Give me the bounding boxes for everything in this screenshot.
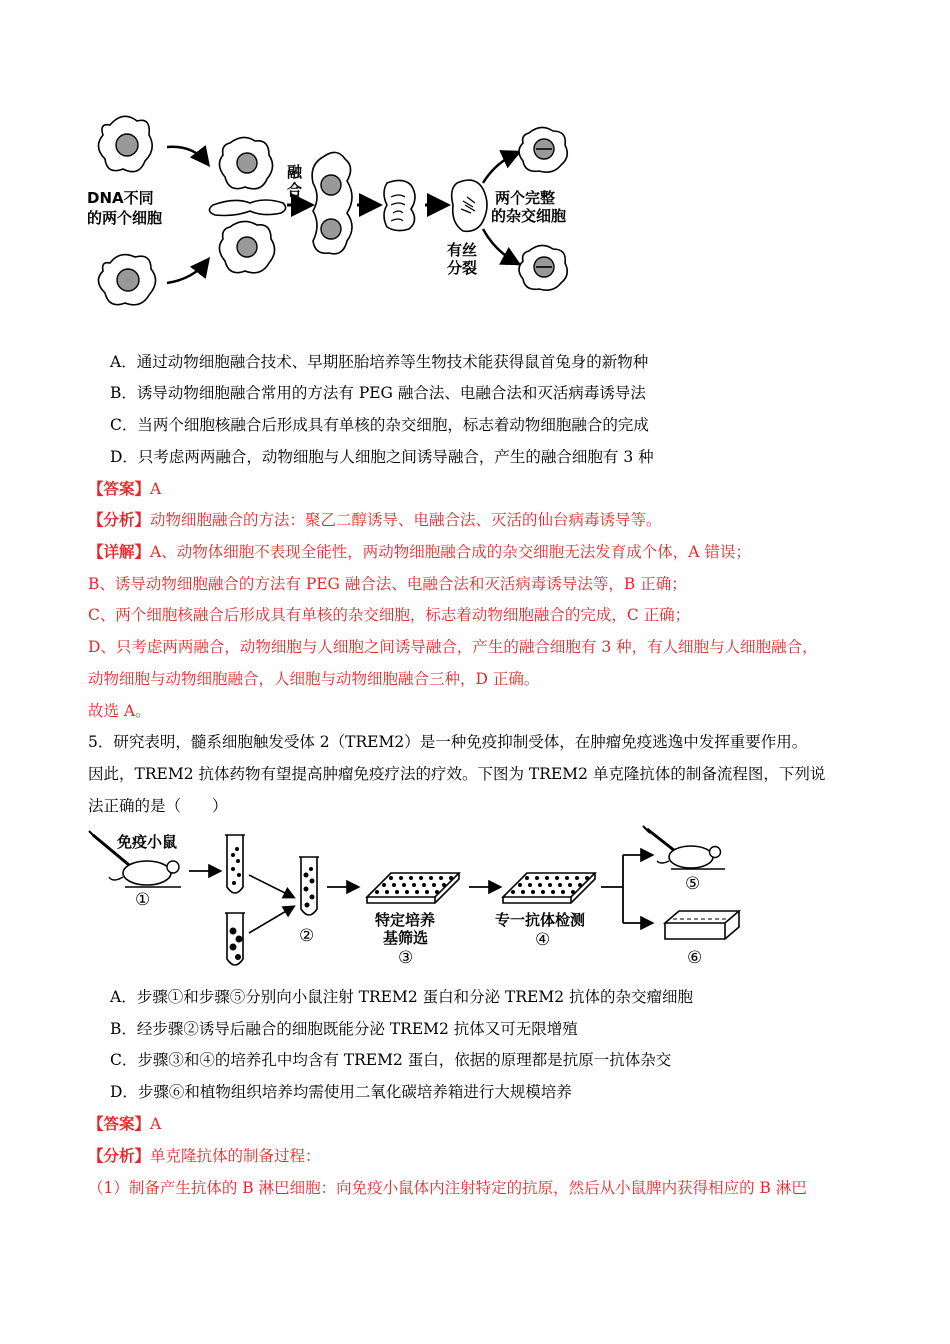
q4-detail-line-3: C、两个细胞核融合后形成具有单核的杂交细胞，标志着动物细胞融合的完成，C 正确； bbox=[88, 606, 691, 624]
q4-analysis bbox=[88, 509, 662, 531]
step-5-marker: ⑤ bbox=[685, 874, 701, 894]
cell-top-left bbox=[98, 116, 152, 171]
cells-fusing bbox=[209, 137, 285, 272]
cell-fusion-diagram bbox=[85, 105, 585, 310]
step-3-label-line1: 特定培养 bbox=[375, 911, 436, 929]
q5-answer bbox=[88, 1113, 161, 1135]
cell-bottom-left bbox=[98, 255, 155, 305]
q5-option-b: B．经步骤②诱导后融合的细胞既能分泌 TREM2 抗体又可无限增殖 bbox=[110, 1020, 578, 1038]
mitotic-cell bbox=[452, 180, 487, 231]
q5-option-a: A．步骤①和步骤⑤分别向小鼠注射 TREM2 蛋白和分泌 TREM2 抗体的杂交瘤细胞 bbox=[110, 988, 694, 1006]
q4-analysis-text: 动物细胞融合的方法：聚乙二醇诱导、电融合法、灭活的仙台病毒诱导等。 bbox=[150, 511, 662, 529]
q5-stem-line-3: 法正确的是（ ） bbox=[88, 797, 228, 815]
mouse-label: 免疫小鼠 bbox=[117, 833, 178, 851]
test-tube-fusion bbox=[299, 857, 319, 915]
q4-detail-line-4: D、只考虑两两融合，动物细胞与人细胞之间诱导融合，产生的融合细胞有 3 种，有人细胞与人细胞融合， bbox=[88, 638, 818, 656]
q4-detail-tag: 【详解】 bbox=[88, 542, 151, 561]
step-3-marker: ③ bbox=[398, 948, 414, 968]
q5-analysis-tag: 【分析】 bbox=[88, 1146, 151, 1165]
q5-stem-line-1: 5．研究表明，髓系细胞触发受体 2（TREM2）是一种免疫抑制受体，在肿瘤免疫逃逸中发挥重要作用。 bbox=[88, 733, 808, 751]
q5-detail-line-1: （1）制备产生抗体的 B 淋巴细胞：向免疫小鼠体内注射特定的抗原，然后从小鼠脾内获得相应的 B 淋巴 bbox=[88, 1179, 807, 1197]
q4-analysis-tag: 【分析】 bbox=[88, 510, 151, 529]
test-tube-myeloma-cells bbox=[225, 913, 245, 965]
hybrid-cell-bottom bbox=[519, 245, 567, 290]
mouse-icon bbox=[109, 861, 181, 887]
result-label-line2: 的杂交细胞 bbox=[491, 207, 567, 225]
arrow-to-daughter-top bbox=[483, 153, 517, 183]
left-label-line2: 的两个细胞 bbox=[87, 209, 163, 227]
q4-option-b: B．诱导动物细胞融合常用的方法有 PEG 融合法、电融合法和灭活病毒诱导法 bbox=[110, 384, 646, 402]
q4-option-a: A．通过动物细胞融合技术、早期胚胎培养等生物技术能获得鼠首兔身的新物种 bbox=[110, 353, 649, 371]
syringe-icon-2 bbox=[643, 826, 675, 851]
q4-detail-line-5: 动物细胞与动物细胞融合，人细胞与动物细胞融合三种，D 正确。 bbox=[88, 670, 540, 688]
q5-answer-tag: 【答案】 bbox=[88, 1114, 151, 1133]
q4-detail-line-2: B、诱导动物细胞融合的方法有 PEG 融合法、电融合法和灭活病毒诱导法等，B 正确； bbox=[88, 575, 687, 593]
left-label-line1: DNA不同 bbox=[87, 189, 154, 207]
culture-plate-selection bbox=[367, 873, 459, 903]
prophase-cell bbox=[384, 180, 415, 230]
q4-answer-tag: 【答案】 bbox=[88, 479, 151, 498]
step-1-marker: ① bbox=[135, 890, 151, 910]
q4-answer bbox=[88, 478, 161, 500]
q5-analysis-text: 单克隆抗体的制备过程： bbox=[150, 1147, 321, 1165]
q5-answer-text: A bbox=[150, 1115, 162, 1133]
fuse-label-line1: 融 bbox=[287, 163, 303, 181]
step-4-label: 专一抗体检测 bbox=[495, 911, 586, 929]
q4-option-d: D．只考虑两两融合，动物细胞与人细胞之间诱导融合，产生的融合细胞有 3 种 bbox=[110, 448, 654, 466]
step-6-marker: ⑥ bbox=[687, 948, 703, 968]
monoclonal-antibody-flowchart bbox=[85, 825, 755, 973]
culture-plate-detection bbox=[503, 873, 595, 903]
test-tube-spleen-cells bbox=[225, 835, 245, 893]
arrow-to-daughter-bottom bbox=[483, 229, 517, 263]
step-2-marker: ② bbox=[299, 926, 315, 946]
fuse-label-line2: 合 bbox=[287, 181, 303, 199]
arrow-curve-bottom bbox=[167, 261, 207, 283]
q5-option-c: C．步骤③和④的培养孔中均含有 TREM2 蛋白，依据的原理都是抗原一抗体杂交 bbox=[110, 1051, 672, 1069]
arrow-2a bbox=[249, 875, 293, 897]
result-label-line1: 两个完整 bbox=[495, 189, 556, 207]
step-3-label-line2: 基筛选 bbox=[383, 929, 429, 947]
q5-analysis bbox=[88, 1145, 321, 1167]
q5-stem-line-2: 因此，TREM2 抗体药物有望提高肿瘤免疫疗法的疗效。下图为 TREM2 单克隆抗体的制备流程图，下列说 bbox=[88, 765, 826, 783]
step-4-marker: ④ bbox=[535, 930, 551, 950]
arrow-2b bbox=[249, 907, 293, 933]
q4-detail-text-1: A、动物体细胞不表现全能性，两动物细胞融合成的杂交细胞无法发育成个体，A 错误； bbox=[150, 543, 751, 561]
q4-option-c: C．当两个细胞核融合后形成具有单核的杂交细胞，标志着动物细胞融合的完成 bbox=[110, 416, 649, 434]
arrow-curve-top bbox=[167, 147, 207, 163]
culture-box bbox=[665, 911, 739, 939]
q4-conclusion: 故选 A。 bbox=[88, 702, 151, 720]
q4-answer-text: A bbox=[150, 480, 162, 498]
mitosis-label-line1: 有丝 bbox=[447, 241, 478, 259]
mitosis-label-line2: 分裂 bbox=[447, 259, 478, 277]
fused-cell-two-nuclei bbox=[312, 152, 352, 253]
hybrid-cell-top bbox=[519, 127, 567, 172]
q5-option-d: D．步骤⑥和植物组织培养均需使用二氧化碳培养箱进行大规模培养 bbox=[110, 1083, 572, 1101]
mouse-icon-2 bbox=[657, 846, 725, 869]
q4-detail-line-1 bbox=[88, 541, 751, 563]
